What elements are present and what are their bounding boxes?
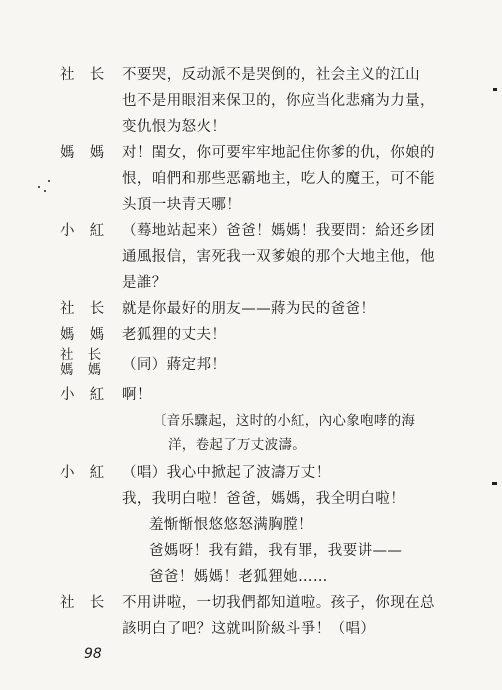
speck	[44, 190, 46, 192]
dialogue-line: （唱）我心中掀起了波濤万丈！	[122, 465, 331, 481]
speaker-label: 社 长	[60, 347, 102, 363]
speaker-label: 小 紅	[60, 223, 105, 239]
dialogue-line: 老狐狸的丈夫！	[122, 327, 227, 343]
dialogue-line: 爸媽呀！我有錯，我有罪，我要讲——	[149, 543, 403, 559]
dialogue-line: 变仇恨为怒火！	[122, 119, 227, 135]
speaker-label: 小 紅	[60, 465, 105, 481]
page-number: 98	[84, 646, 102, 662]
speaker-label: 社 长	[60, 595, 105, 611]
stage-direction: 〔音乐驟起，这时的小紅，內心象咆哮的海	[153, 413, 416, 429]
dialogue-line: 对！閨女，你可要牢牢地記住你爹的仇，你娘的	[122, 145, 435, 161]
margin-mark	[492, 482, 497, 485]
dialogue-line: 恨，咱們和那些恶霸地主，吃人的魔王，可不能	[122, 171, 435, 187]
dialogue-line: 是誰？	[122, 275, 167, 291]
speck	[38, 186, 40, 188]
dialogue-line: （蓦地站起来）爸爸！媽媽！我要問：給还乡团	[122, 223, 435, 239]
dialogue-line: 該明白了吧？这就叫阶級斗爭！（唱）	[122, 621, 376, 637]
speck	[48, 180, 50, 182]
dialogue-line: 不要哭，反动派不是哭倒的，社会主义的江山	[122, 67, 420, 83]
margin-mark	[493, 88, 497, 91]
dialogue-line: 爸爸！媽媽！老狐狸她……	[149, 569, 328, 585]
dialogue-line: 通風报信，害死我一双爹娘的那个大地主他，他	[122, 249, 435, 265]
stage-direction: 洋，卷起了万丈波濤。	[168, 437, 306, 453]
speaker-label: 媽 媽	[60, 362, 102, 378]
dialogue-line: 头頂一块青天哪！	[122, 197, 242, 213]
dialogue-line: 羞惭惭恨悠悠怒满胸膛！	[149, 517, 313, 533]
speaker-label: 媽 媽	[60, 327, 105, 343]
dialogue-line: 啊！	[122, 387, 152, 403]
speaker-label: 媽 媽	[60, 145, 105, 161]
speaker-label: 社 长	[60, 301, 105, 317]
speaker-label: 社 长	[60, 67, 105, 83]
dialogue-line: （同）蔣定邦！	[122, 357, 227, 373]
dialogue-line: 也不是用眼泪来保卫的，你应当化悲痛为力量，	[122, 93, 435, 109]
speaker-label: 小 紅	[60, 387, 105, 403]
dialogue-line: 就是你最好的朋友——蔣为民的爸爸！	[122, 301, 376, 317]
dialogue-line: 不用讲啦，一切我們都知道啦。孩子，你现在总	[122, 595, 435, 611]
dialogue-line: 我，我明白啦！爸爸，媽媽，我全明白啦！	[122, 491, 406, 507]
